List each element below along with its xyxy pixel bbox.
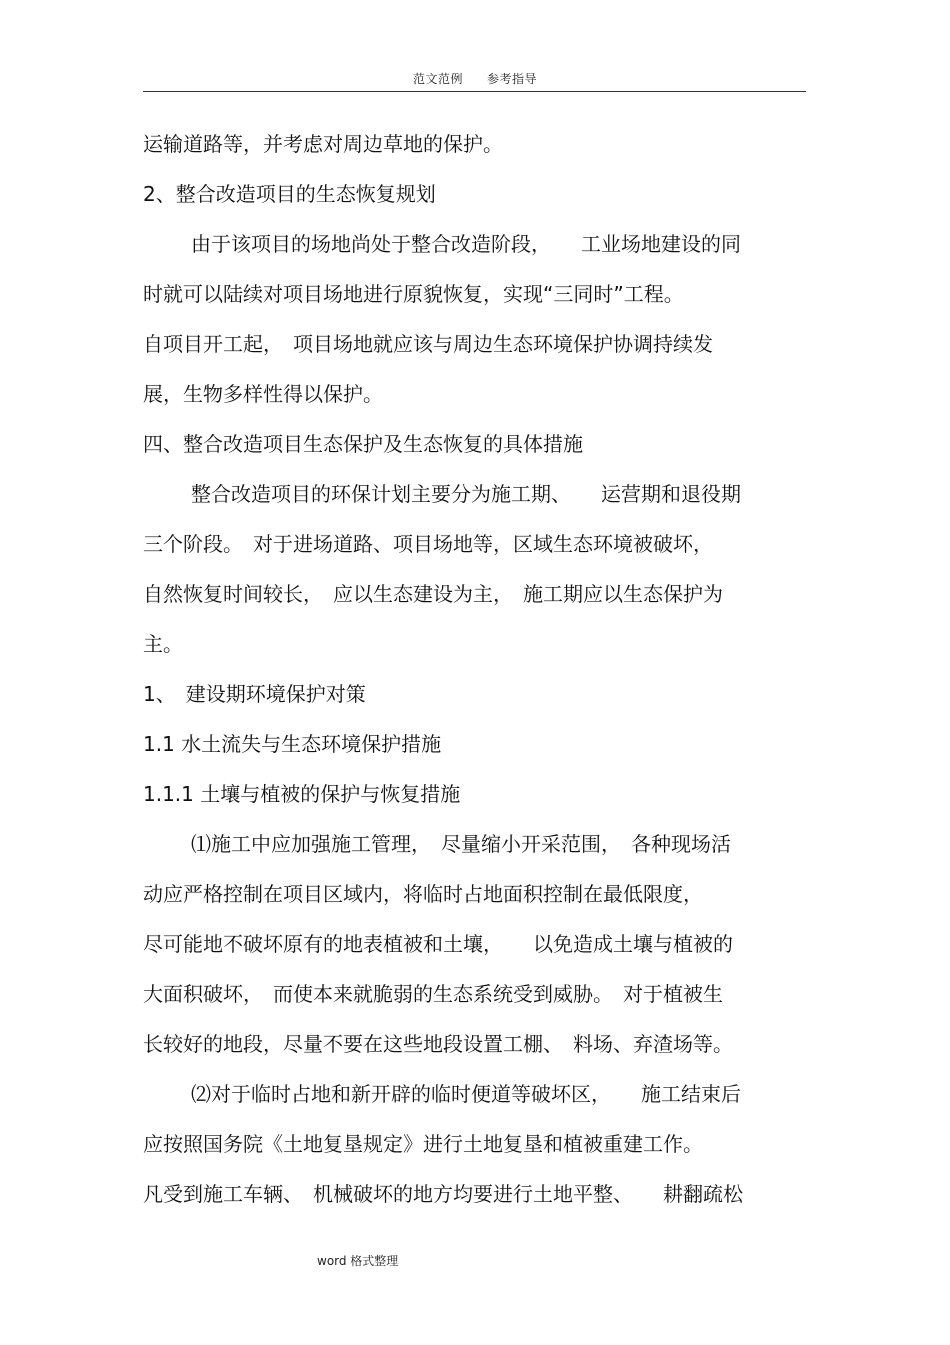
body-line: 时就可以陆续对项目场地进行原貌恢复，实现“三同时”工程。 [143, 282, 684, 306]
body-line: 展，生物多样性得以保护。 [143, 382, 383, 406]
body-line: ⑵对于临时占地和新开辟的临时便道等破坏区， 施工结束后 [191, 1082, 741, 1106]
body-line: ⑴施工中应加强施工管理， 尽量缩小开采范围， 各种现场活 [191, 832, 731, 856]
body-line: 运输道路等，并考虑对周边草地的保护。 [143, 132, 503, 156]
section-heading: 1.1.1 土壤与植被的保护与恢复措施 [143, 782, 461, 806]
page-footer: word 格式整理 [317, 1254, 399, 1268]
section-heading: 2、整合改造项目的生态恢复规划 [143, 182, 436, 206]
body-line: 三个阶段。 对于进场道路、项目场地等，区域生态环境被破坏， [143, 532, 713, 556]
body-line: 应按照国务院《土地复垦规定》进行土地复垦和植被重建工作。 [143, 1132, 703, 1156]
document-body [143, 122, 806, 1222]
body-line: 主。 [143, 632, 183, 656]
section-heading: 四、整合改造项目生态保护及生态恢复的具体措施 [143, 432, 583, 456]
page-header [0, 70, 950, 87]
header-divider [143, 91, 806, 92]
body-line: 由于该项目的场地尚处于整合改造阶段， 工业场地建设的同 [191, 232, 741, 256]
header-left-text: 范文范例 [412, 72, 463, 86]
body-line: 自然恢复时间较长， 应以生态建设为主， 施工期应以生态保护为 [143, 582, 723, 606]
body-line: 长较好的地段，尽量不要在这些地段设置工棚、 料场、弃渣场等。 [143, 1032, 733, 1056]
section-heading: 1、 建设期环境保护对策 [143, 682, 366, 706]
body-line: 自项目开工起， 项目场地就应该与周边生态环境保护协调持续发 [143, 332, 713, 356]
header-right-text: 参考指导 [487, 72, 538, 86]
body-line: 凡受到施工车辆、 机械破坏的地方均要进行土地平整、 耕翻疏松 [143, 1182, 743, 1206]
body-line: 整合改造项目的环保计划主要分为施工期、 运营期和退役期 [191, 482, 741, 506]
body-line: 大面积破坏， 而使本来就脆弱的生态系统受到威胁。 对于植被生 [143, 982, 723, 1006]
body-line: 尽可能地不破坏原有的地表植被和土壤， 以免造成土壤与植被的 [143, 932, 733, 956]
body-line: 动应严格控制在项目区域内，将临时占地面积控制在最低限度， [143, 882, 703, 906]
section-heading: 1.1 水土流失与生态环境保护措施 [143, 732, 442, 756]
